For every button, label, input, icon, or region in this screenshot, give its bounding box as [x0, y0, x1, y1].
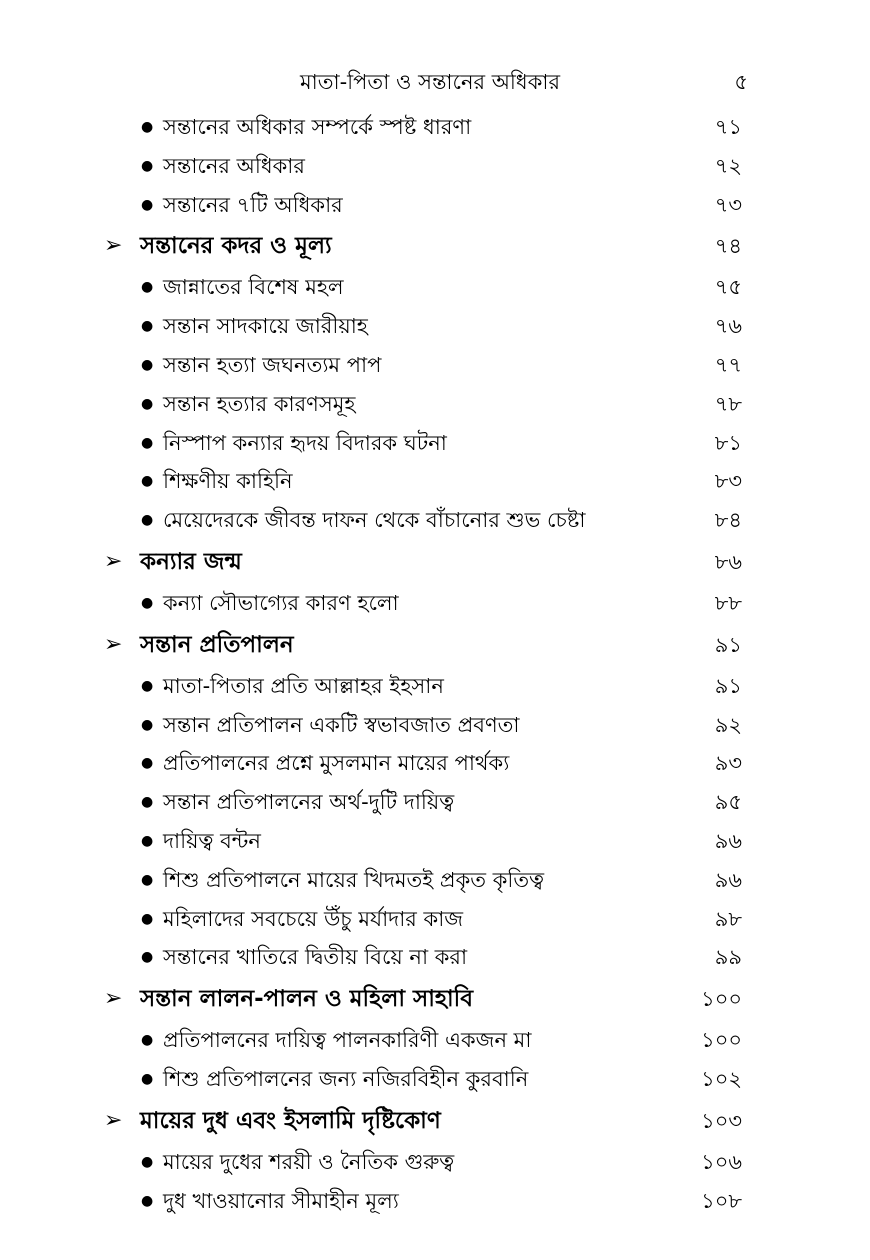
- toc-entry-page: ৭৩: [714, 192, 742, 217]
- toc-entry-title: সন্তান হত্যা জঘনত্যম পাপ: [163, 352, 382, 377]
- toc-entry-page: ৭৬: [714, 314, 742, 339]
- bullet-icon: ●: [141, 279, 154, 296]
- toc-entry-page: ৯৬: [714, 828, 742, 853]
- arrowhead-icon: ➢: [104, 986, 123, 1012]
- toc-entry: [0, 744, 870, 783]
- running-head: [0, 66, 870, 102]
- toc-entry: [0, 1060, 870, 1099]
- toc-entry-title: সন্তান প্রতিপালনের অর্থ-দুটি দায়িত্ব: [163, 790, 455, 815]
- bullet-icon: ●: [141, 473, 154, 490]
- toc-entry-page: ৭১: [714, 115, 742, 139]
- toc-entry-page: ৭৫: [714, 275, 742, 300]
- toc-entry-page: ৮৪: [714, 508, 742, 533]
- toc-entry-title: শিক্ষণীয় কাহিনি: [163, 469, 293, 494]
- table-of-contents: [0, 108, 870, 1220]
- toc-entry-title: মহিলাদের সবচেয়ে উঁচু মর্যাদার কাজ: [163, 906, 464, 931]
- bullet-icon: ●: [141, 157, 154, 174]
- bullet-icon: ●: [141, 832, 154, 849]
- bullet-icon: ●: [141, 910, 154, 927]
- toc-entry-title: মাতা-পিতার প্রতি আল্লাহর ইহসান: [163, 673, 444, 698]
- bullet-icon: ●: [141, 949, 154, 966]
- toc-entry-page: ১০৩: [701, 1108, 742, 1133]
- toc-entry: [0, 147, 870, 186]
- bullet-icon: ●: [141, 755, 154, 772]
- arrowhead-icon: ➢: [104, 1107, 123, 1133]
- toc-section-entry: [0, 224, 870, 268]
- toc-entry: [0, 186, 870, 225]
- running-head-title: মাতা-পিতা ও সন্তানের অধিকার: [300, 70, 561, 94]
- toc-entry-page: ১০২: [701, 1066, 742, 1091]
- toc-entry-page: ১০৮: [701, 1188, 742, 1213]
- toc-entry: [0, 938, 870, 977]
- toc-entry-page: ১০০: [701, 987, 742, 1012]
- toc-entry-title: সন্তান প্রতিপালন একটি স্বভাবজাত প্রবণতা: [163, 712, 520, 737]
- toc-entry-page: ৮৩: [714, 469, 742, 494]
- bullet-icon: ●: [141, 196, 154, 213]
- toc-entry-page: ৮৮: [714, 590, 742, 615]
- bullet-icon: ●: [141, 512, 154, 529]
- toc-entry-title: জান্নাতের বিশেষ মহল: [163, 275, 344, 300]
- toc-entry-title: মেয়েদেরকে জীবন্ত দাফন থেকে বাঁচানোর শুভ চেষ্টা: [163, 508, 586, 533]
- bullet-icon: ●: [141, 1070, 154, 1087]
- toc-entry-page: ১০০: [701, 1028, 742, 1053]
- toc-entry-page: ৭৭: [714, 352, 742, 377]
- toc-entry-page: ৭২: [714, 153, 742, 178]
- toc-entry-title: সন্তানের খাতিরে দ্বিতীয় বিয়ে না করা: [163, 945, 468, 970]
- toc-entry-page: ৭৪: [714, 234, 742, 259]
- toc-entry-title: দুধ খাওয়ানোর সীমাহীন মূল্য: [163, 1188, 399, 1213]
- bullet-icon: ●: [141, 1153, 154, 1170]
- toc-entry: [0, 667, 870, 706]
- toc-entry: [0, 584, 870, 623]
- toc-entry-title: মায়ের দুধ এবং ইসলামি দৃষ্টিকোণ: [140, 1107, 441, 1134]
- toc-entry: [0, 268, 870, 307]
- toc-entry: [0, 1021, 870, 1060]
- toc-entry-page: ১০৬: [701, 1149, 742, 1174]
- bullet-icon: ●: [141, 434, 154, 451]
- toc-entry-title: প্রতিপালনের দায়িত্ব পালনকারিণী একজন মা: [163, 1028, 532, 1053]
- arrowhead-icon: ➢: [104, 631, 123, 657]
- toc-entry-page: ৯৬: [714, 867, 742, 892]
- toc-entry: [0, 424, 870, 463]
- toc-entry-title: সন্তানের অধিকার: [163, 153, 305, 178]
- toc-entry: [0, 385, 870, 424]
- toc-entry-title: সন্তানের কদর ও মূল্য: [140, 233, 332, 260]
- toc-entry-page: ৯৯: [714, 945, 742, 970]
- toc-entry-page: ৮৬: [714, 549, 742, 574]
- toc-entry-title: সন্তান সাদকায়ে জারীয়াহ: [163, 314, 368, 339]
- toc-entry-title: সন্তানের ৭টি অধিকার: [163, 192, 343, 217]
- toc-entry-title: মায়ের দুধের শরয়ী ও নৈতিক গুরুত্ব: [163, 1149, 455, 1174]
- arrowhead-icon: ➢: [104, 548, 123, 574]
- toc-entry-page: ৯২: [714, 712, 742, 737]
- toc-entry-title: কন্যার জন্ম: [140, 548, 242, 575]
- bullet-icon: ●: [141, 1032, 154, 1049]
- page-number: ৫: [734, 70, 748, 94]
- toc-entry-title: শিশু প্রতিপালনে মায়ের খিদমতই প্রকৃত কৃতিত্ব: [163, 867, 545, 892]
- toc-entry: [0, 501, 870, 540]
- toc-entry: [0, 108, 870, 147]
- toc-entry: [0, 706, 870, 745]
- toc-entry-page: ৯৩: [714, 751, 742, 776]
- toc-entry: [0, 1143, 870, 1182]
- bullet-icon: ●: [141, 716, 154, 733]
- toc-entry-title: প্রতিপালনের প্রশ্নে মুসলমান মায়ের পার্থক্য: [163, 751, 510, 776]
- toc-entry-page: ৮১: [714, 430, 742, 455]
- toc-entry-page: ৯১: [714, 632, 742, 657]
- arrowhead-icon: ➢: [104, 233, 123, 259]
- toc-entry-page: ৭৮: [714, 391, 742, 416]
- bullet-icon: ●: [141, 794, 154, 811]
- toc-entry: [0, 783, 870, 822]
- toc-entry: [0, 861, 870, 900]
- toc-entry: [0, 822, 870, 861]
- bullet-icon: ●: [141, 1192, 154, 1209]
- toc-section-entry: [0, 1099, 870, 1143]
- toc-entry-page: ৯১: [714, 673, 742, 698]
- toc-entry: [0, 1182, 870, 1221]
- toc-entry: [0, 307, 870, 346]
- bullet-icon: ●: [141, 594, 154, 611]
- toc-entry-title: কন্যা সৌভাগ্যের কারণ হলো: [163, 590, 399, 615]
- bullet-icon: ●: [141, 356, 154, 373]
- toc-entry: [0, 900, 870, 939]
- toc-section-entry: [0, 623, 870, 667]
- bullet-icon: ●: [141, 119, 154, 135]
- toc-entry-title: সন্তান লালন-পালন ও মহিলা সাহাবি: [140, 986, 474, 1013]
- bullet-icon: ●: [141, 395, 154, 412]
- toc-entry-page: ৯৮: [714, 906, 742, 931]
- bullet-icon: ●: [141, 318, 154, 335]
- toc-entry-title: সন্তান হত্যার কারণসমূহ: [163, 391, 356, 416]
- toc-entry-title: নিস্পাপ কন্যার হৃদয় বিদারক ঘটনা: [163, 430, 447, 455]
- toc-entry-title: শিশু প্রতিপালনের জন্য নজিরবিহীন কুরবানি: [163, 1066, 529, 1091]
- toc-section-entry: [0, 977, 870, 1021]
- toc-entry-title: সন্তান প্রতিপালন: [140, 631, 294, 658]
- bullet-icon: ●: [141, 871, 154, 888]
- toc-entry-title: সন্তানের অধিকার সম্পর্কে স্পষ্ট ধারণা: [163, 115, 472, 139]
- bullet-icon: ●: [141, 677, 154, 694]
- toc-entry: [0, 462, 870, 501]
- toc-section-entry: [0, 540, 870, 584]
- toc-entry-page: ৯৫: [714, 790, 742, 815]
- toc-entry: [0, 346, 870, 385]
- toc-entry-title: দায়িত্ব বন্টন: [163, 828, 261, 853]
